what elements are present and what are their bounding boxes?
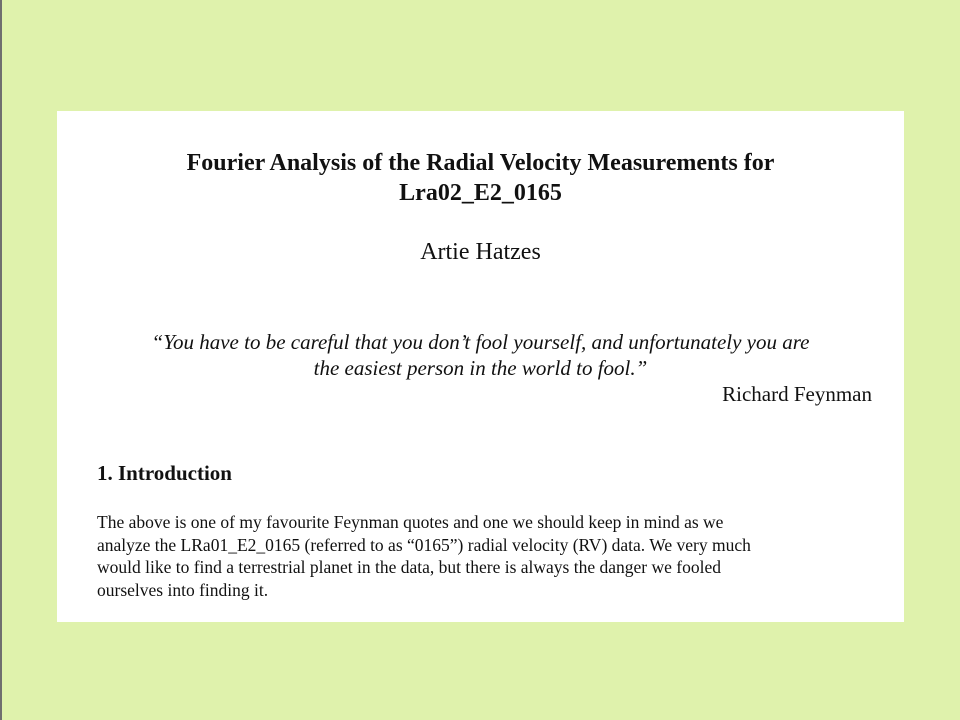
title-line-1: Fourier Analysis of the Radial Velocity Measurements for xyxy=(186,150,775,176)
quote-line-1: “You have to be careful that you don’t fool yourself, and unfortunately you are xyxy=(151,330,810,354)
quote-line-2: the easiest person in the world to fool.” xyxy=(313,356,648,380)
quote-attribution: Richard Feynman xyxy=(722,382,872,406)
document-page xyxy=(57,111,904,622)
epigraph-quote xyxy=(77,329,884,381)
paragraph-line-4: ourselves into finding it. xyxy=(97,579,269,600)
author-name: Artie Hatzes xyxy=(420,239,541,265)
paragraph-line-2: analyze the LRa01_E2_0165 (referred to as “0165”) radial velocity (RV) data. We very much xyxy=(97,534,751,555)
paragraph-line-3: would like to find a terrestrial planet in the data, but there is always the danger we fooled xyxy=(97,557,721,577)
paragraph-line-1: The above is one of my favourite Feynman quotes and one we should keep in mind as we xyxy=(97,512,724,532)
title-line-2: Lra02_E2_0165 xyxy=(399,180,562,206)
introduction-paragraph xyxy=(97,511,877,601)
section-heading-introduction: 1. Introduction xyxy=(97,461,232,485)
left-edge-rule xyxy=(0,0,2,720)
document-title xyxy=(57,148,904,208)
